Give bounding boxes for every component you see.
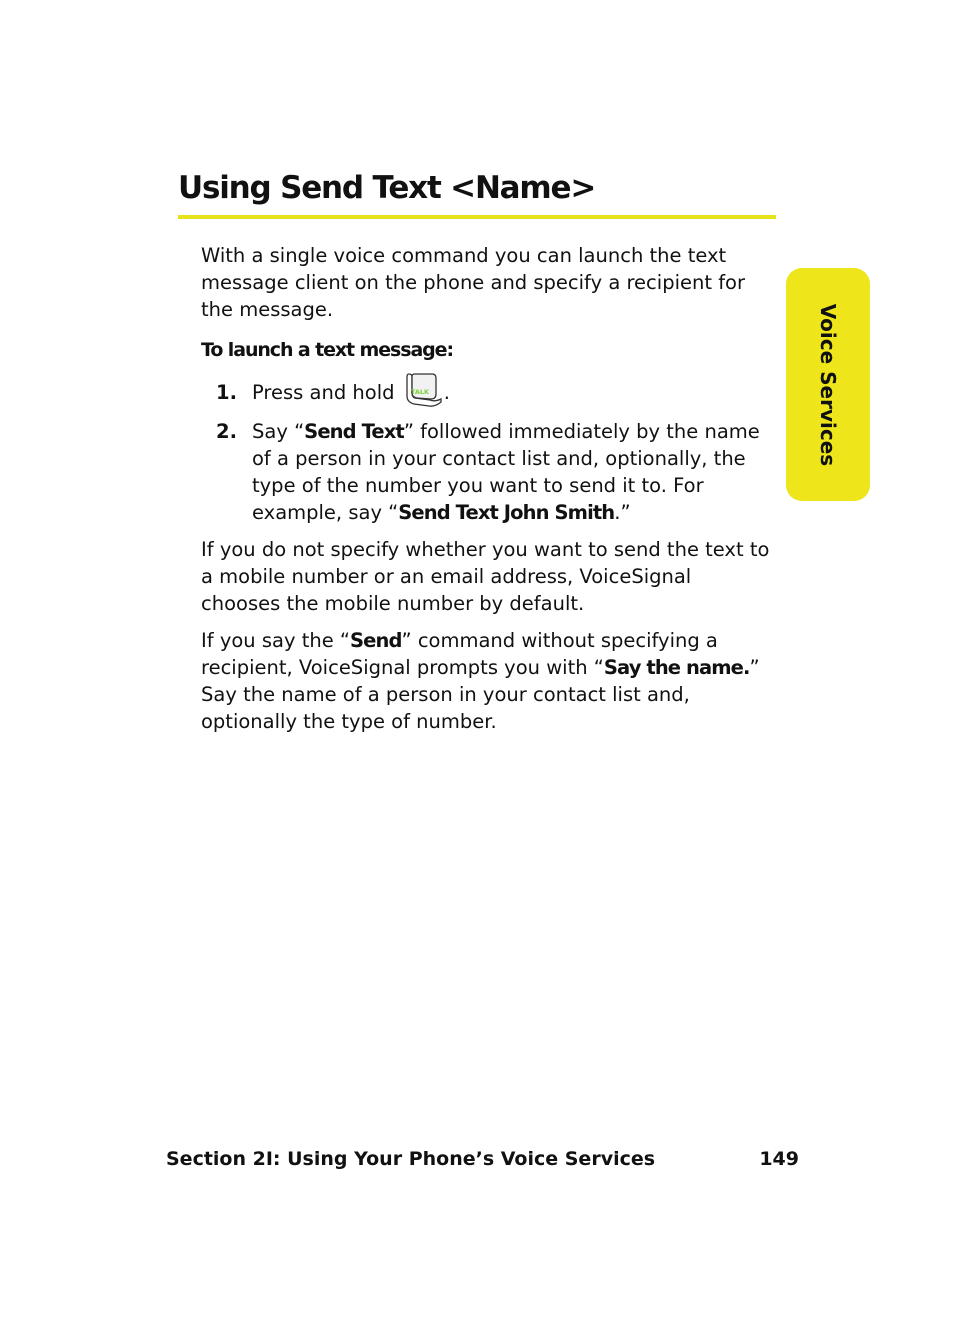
procedure-heading: To launch a text message: <box>201 339 453 361</box>
step-item <box>201 418 776 526</box>
page-title: Using Send Text <Name> <box>178 170 596 206</box>
step-text-end: .” <box>614 500 631 524</box>
steps-list <box>201 379 776 526</box>
step-text-end: . <box>443 381 450 404</box>
step-number: 2. <box>216 419 237 443</box>
step-number: 1. <box>216 381 237 404</box>
step-text: ” followed immediately by the name of a person in your contact list and, optionally, the type of the number you want to send it to. For example, say “ <box>252 419 760 524</box>
page-content <box>201 242 776 745</box>
voice-prompt: Say the name. <box>603 655 750 679</box>
svg-text:TALK: TALK <box>410 387 429 396</box>
page-footer <box>166 1145 799 1173</box>
page-number: 149 <box>759 1148 799 1170</box>
voice-command-example: Send Text John Smith <box>398 500 615 524</box>
talk-key-icon <box>405 372 443 408</box>
send-command-paragraph: If you say the “Send” command without specifying a recipient, VoiceSignal prompts you with “Say the name.” Say the name of a person in your contact list and, optionally the type of number. <box>201 628 760 733</box>
title-underline <box>178 215 776 219</box>
voice-command: Send <box>350 628 402 652</box>
step-text: Press and hold <box>252 381 395 404</box>
side-tab-label: Voice Services <box>816 303 841 466</box>
intro-paragraph: With a single voice command you can launch the text message client on the phone and specify a recipient for the message. <box>201 244 746 321</box>
default-behavior-paragraph: If you do not specify whether you want to send the text to a mobile number or an email address, VoiceSignal chooses the mobile number by default. <box>201 537 770 615</box>
section-side-tab <box>786 268 870 501</box>
step-item <box>201 379 776 408</box>
voice-command: Send Text <box>304 419 404 443</box>
step-text: Say “ <box>252 419 305 443</box>
footer-section-title: Section 2I: Using Your Phone’s Voice Services <box>166 1148 656 1170</box>
